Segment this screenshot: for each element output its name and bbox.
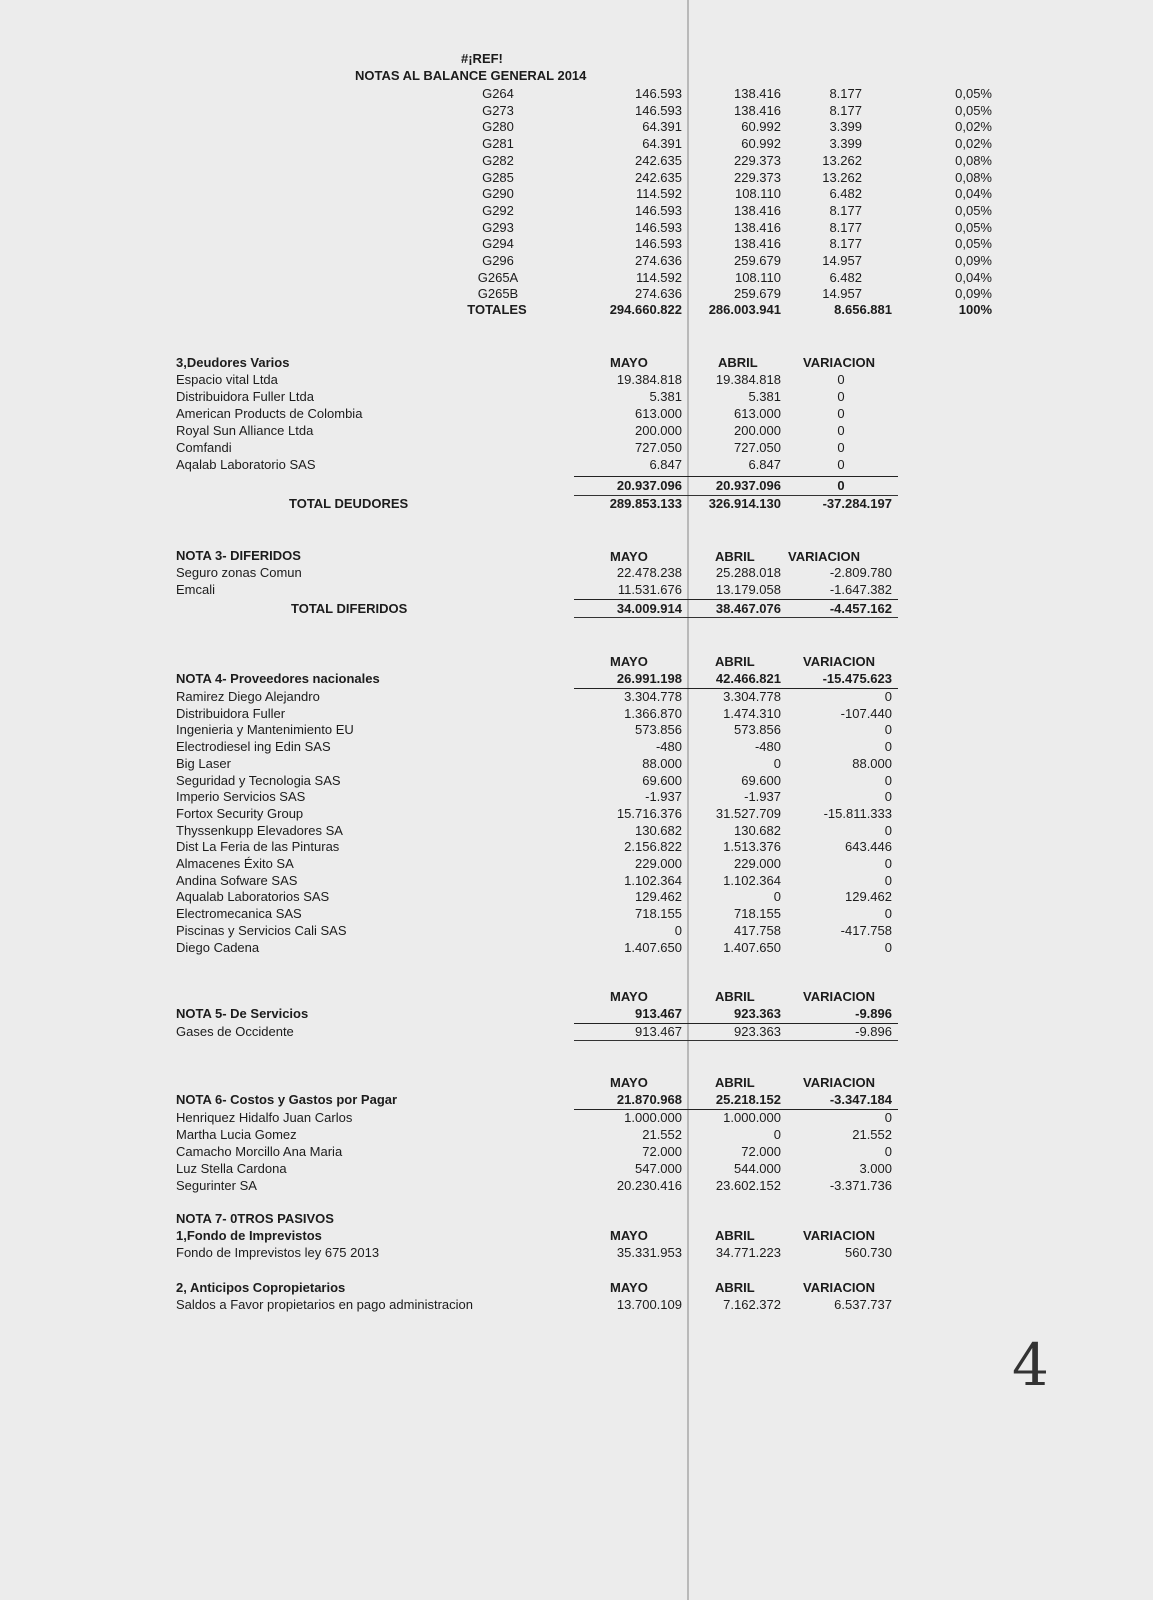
row-abril: 69.600	[741, 772, 781, 788]
g-code: G264	[482, 86, 514, 101]
row-name: Diego Cadena	[176, 939, 260, 955]
row-name: Dist La Feria de las Pinturas	[176, 839, 340, 855]
g-value-b: 138.416	[734, 86, 781, 101]
row-name: Ingenieria y Mantenimiento EU	[176, 722, 354, 738]
row-name: Andina Sofware SAS	[176, 872, 298, 888]
totales-c: 8.656.881	[834, 302, 892, 317]
g-value-b: 138.416	[734, 202, 781, 218]
total-diferidos-mayo: 34.009.914	[616, 601, 682, 616]
row-variacion: -2.809.780	[829, 565, 892, 580]
row-abril: 19.384.818	[715, 372, 781, 387]
row-abril: 1.102.364	[723, 872, 781, 888]
row-mayo: 130.682	[635, 822, 682, 838]
row-variacion: 0	[884, 822, 892, 838]
row-name: Fondo de Imprevistos ley 675 2013	[176, 1245, 380, 1260]
totales-a: 294.660.822	[609, 302, 682, 317]
row-mayo: 35.331.953	[616, 1245, 682, 1260]
row-mayo: 11.531.676	[617, 582, 682, 597]
totales-b: 286.003.941	[708, 302, 781, 317]
row-abril: 72.000	[741, 1143, 781, 1159]
total-deudores-mayo: 289.853.133	[609, 496, 682, 511]
note-total-variacion: -15.475.623	[822, 671, 892, 686]
total-diferidos-variacion: -4.457.162	[829, 601, 892, 616]
g-code: G265A	[477, 269, 519, 285]
g-code: G294	[482, 236, 514, 252]
row-abril: 130.682	[734, 822, 781, 838]
row-variacion: 129.462	[845, 889, 892, 905]
row-abril: -1.937	[744, 789, 781, 805]
col-header-mayo: MAYO	[610, 654, 648, 669]
g-value-d: 0,02%	[955, 119, 992, 135]
row-name: Martha Lucia Gomez	[176, 1126, 297, 1142]
row-variacion: 0	[884, 739, 892, 755]
row-name: Aqualab Laboratorios SAS	[176, 889, 330, 905]
row-variacion: -3.371.736	[829, 1177, 892, 1193]
g-value-a: 64.391	[642, 136, 682, 152]
row-name: Henriquez Hidalfo Juan Carlos	[176, 1110, 353, 1125]
g-value-c: 14.957	[822, 286, 862, 302]
note-total-mayo: 21.870.968	[616, 1092, 682, 1107]
row-name: Thyssenkupp Elevadores SA	[176, 822, 343, 838]
col-header-variacion: VARIACION	[803, 355, 875, 370]
g-value-a: 146.593	[635, 86, 682, 101]
row-name: Espacio vital Ltda	[176, 372, 278, 387]
row-name: Seguro zonas Comun	[176, 565, 302, 580]
row-abril: 1.513.376	[723, 839, 781, 855]
row-name: Seguridad y Tecnologia SAS	[176, 772, 341, 788]
g-value-a: 146.593	[635, 236, 682, 252]
row-variacion: 0	[884, 772, 892, 788]
g-value-d: 0,05%	[955, 219, 992, 235]
col-header-variacion: VARIACION	[803, 989, 875, 1004]
g-value-a: 114.592	[635, 186, 682, 202]
row-variacion: -1.647.382	[829, 582, 892, 597]
row-mayo: 15.716.376	[616, 805, 682, 821]
section-title: NOTA 5- De Servicios	[176, 1006, 309, 1021]
row-name: Gases de Occidente	[176, 1024, 294, 1039]
section-title-otros: NOTA 7- 0TROS PASIVOS	[176, 1211, 334, 1226]
row-name: Ramirez Diego Alejandro	[176, 689, 320, 704]
g-value-c: 6.482	[829, 186, 862, 202]
total-deudores-abril: 326.914.130	[708, 496, 781, 511]
row-mayo: 5.381	[649, 389, 682, 404]
total-diferidos-abril: 38.467.076	[715, 601, 781, 616]
rule-line	[574, 599, 898, 600]
col-header-abril: ABRIL	[715, 1075, 755, 1090]
col-header-variacion: VARIACION	[788, 549, 860, 564]
col-header-mayo: MAYO	[610, 1280, 648, 1295]
g-value-c: 13.262	[822, 169, 862, 185]
g-code: G273	[482, 102, 514, 118]
g-value-b: 60.992	[741, 136, 781, 152]
row-abril: 200.000	[734, 423, 781, 438]
row-name: Emcali	[176, 582, 216, 597]
row-name: Saldos a Favor propietarios en pago administracion	[176, 1297, 474, 1312]
row-name: Big Laser	[176, 755, 231, 771]
subtotal-abril: 20.937.096	[715, 478, 781, 493]
row-name: Piscinas y Servicios Cali SAS	[176, 922, 347, 938]
subtotal-variacion: 0	[837, 478, 845, 493]
handwritten-page-number: 4	[1012, 1331, 1049, 1399]
g-value-a: 146.593	[635, 102, 682, 118]
totales-d: 100%	[958, 302, 992, 317]
row-variacion: 643.446	[845, 839, 892, 855]
rule-line	[574, 476, 898, 477]
g-code: G280	[482, 119, 514, 135]
row-abril: 544.000	[734, 1160, 781, 1176]
g-code: G296	[482, 253, 514, 268]
note-total-abril: 25.218.152	[715, 1092, 781, 1107]
g-code: G292	[482, 202, 514, 218]
row-mayo: 1.000.000	[624, 1110, 682, 1125]
g-code: G281	[482, 136, 514, 152]
row-variacion: -107.440	[840, 705, 892, 721]
row-name: Luz Stella Cardona	[176, 1160, 287, 1176]
col-header-abril: ABRIL	[715, 989, 755, 1004]
row-variacion: 0	[884, 689, 892, 704]
row-mayo: 913.467	[635, 1024, 682, 1039]
row-abril: 13.179.058	[715, 582, 781, 597]
col-header-mayo: MAYO	[610, 355, 648, 370]
row-abril: 5.381	[748, 389, 781, 404]
g-value-d: 0,08%	[955, 169, 992, 185]
row-abril: 31.527.709	[715, 805, 781, 821]
g-value-c: 8.177	[829, 202, 862, 218]
row-mayo: 21.552	[642, 1126, 682, 1142]
row-variacion: 6.537.737	[834, 1297, 892, 1312]
row-mayo: 229.000	[635, 856, 682, 871]
g-value-b: 108.110	[734, 186, 781, 202]
row-mayo: 613.000	[635, 406, 682, 421]
row-mayo: 2.156.822	[624, 839, 682, 855]
row-abril: 1.474.310	[723, 705, 781, 721]
total-diferidos-label: TOTAL DIFERIDOS	[291, 601, 408, 616]
section-title-deudores: 3,Deudores Varios	[176, 355, 290, 370]
g-value-d: 0,04%	[955, 186, 992, 202]
g-value-a: 146.593	[635, 202, 682, 218]
col-header-mayo: MAYO	[610, 1228, 648, 1243]
row-mayo: -480	[655, 739, 682, 755]
row-name: Comfandi	[176, 440, 232, 455]
page-title: NOTAS AL BALANCE GENERAL 2014	[355, 68, 587, 83]
row-variacion: 0	[837, 389, 845, 404]
g-value-c: 8.177	[829, 236, 862, 252]
row-abril: 3.304.778	[723, 689, 781, 704]
g-value-c: 3.399	[829, 136, 862, 152]
row-name: Electromecanica SAS	[176, 906, 302, 922]
row-name: Royal Sun Alliance Ltda	[176, 423, 314, 438]
g-code: G282	[482, 152, 514, 168]
row-variacion: -9.896	[855, 1024, 892, 1039]
subsection-title-fondo: 1,Fondo de Imprevistos	[176, 1228, 322, 1243]
col-header-variacion: VARIACION	[803, 1075, 875, 1090]
row-abril: 7.162.372	[723, 1297, 781, 1312]
row-mayo: 20.230.416	[616, 1177, 682, 1193]
section-title: NOTA 6- Costos y Gastos por Pagar	[176, 1092, 398, 1107]
row-variacion: 0	[884, 1143, 892, 1159]
col-header-variacion: VARIACION	[803, 1228, 875, 1243]
col-header-mayo: MAYO	[610, 1075, 648, 1090]
row-variacion: 3.000	[859, 1160, 892, 1176]
note-total-mayo: 26.991.198	[616, 671, 682, 686]
row-abril: 0	[773, 889, 781, 905]
row-abril: -480	[754, 739, 781, 755]
row-variacion: 0	[837, 372, 845, 387]
note-total-mayo: 913.467	[635, 1006, 682, 1021]
row-variacion: 0	[837, 423, 845, 438]
row-name: Distribuidora Fuller Ltda	[176, 389, 315, 404]
row-mayo: 69.600	[642, 772, 682, 788]
row-name: Segurinter SA	[176, 1177, 257, 1193]
g-value-b: 259.679	[734, 253, 781, 268]
row-variacion: 21.552	[852, 1126, 892, 1142]
g-value-a: 242.635	[635, 152, 682, 168]
row-name: Distribuidora Fuller	[176, 705, 286, 721]
row-mayo: 22.478.238	[616, 565, 682, 580]
col-header-abril: ABRIL	[715, 654, 755, 669]
row-abril: 613.000	[734, 406, 781, 421]
row-abril: 229.000	[734, 856, 781, 871]
col-header-abril: ABRIL	[715, 1228, 755, 1243]
row-mayo: 72.000	[642, 1143, 682, 1159]
row-abril: 417.758	[734, 922, 781, 938]
row-name: American Products de Colombia	[176, 406, 363, 421]
g-value-d: 0,09%	[955, 286, 992, 302]
g-value-b: 229.373	[734, 169, 781, 185]
row-name: Almacenes Éxito SA	[176, 856, 294, 871]
row-variacion: 560.730	[845, 1245, 892, 1260]
row-variacion: -417.758	[840, 922, 892, 938]
g-value-d: 0,08%	[955, 152, 992, 168]
row-variacion: 0	[884, 856, 892, 871]
row-variacion: 0	[884, 939, 892, 955]
row-abril: 1.000.000	[723, 1110, 781, 1125]
row-variacion: 0	[884, 1110, 892, 1125]
row-abril: 34.771.223	[715, 1245, 781, 1260]
row-name: Electrodiesel ing Edin SAS	[176, 739, 331, 755]
subsection-title-anticipos: 2, Anticipos Copropietarios	[176, 1280, 346, 1295]
total-deudores-label: TOTAL DEUDORES	[289, 496, 409, 511]
row-mayo: 1.407.650	[624, 939, 682, 955]
row-mayo: 19.384.818	[616, 372, 682, 387]
row-abril: 6.847	[748, 457, 781, 472]
rule-line	[574, 1040, 898, 1041]
row-variacion: 88.000	[852, 755, 892, 771]
row-abril: 923.363	[734, 1024, 781, 1039]
row-variacion: 0	[837, 406, 845, 421]
g-value-a: 274.636	[635, 253, 682, 268]
row-name: Fortox Security Group	[176, 805, 304, 821]
g-code: G265B	[477, 286, 519, 302]
row-mayo: 547.000	[635, 1160, 682, 1176]
col-header-variacion: VARIACION	[803, 1280, 875, 1295]
row-variacion: 0	[837, 457, 845, 472]
g-value-c: 14.957	[822, 253, 862, 268]
g-value-d: 0,09%	[955, 253, 992, 268]
section-title-diferidos: NOTA 3- DIFERIDOS	[176, 548, 301, 563]
row-abril: 718.155	[734, 906, 781, 922]
g-value-c: 6.482	[829, 269, 862, 285]
row-mayo: 1.366.870	[624, 705, 682, 721]
g-value-d: 0,05%	[955, 236, 992, 252]
row-variacion: 0	[837, 440, 845, 455]
g-value-d: 0,02%	[955, 136, 992, 152]
g-value-b: 138.416	[734, 219, 781, 235]
g-value-d: 0,05%	[955, 202, 992, 218]
row-variacion: 0	[884, 906, 892, 922]
row-mayo: 200.000	[635, 423, 682, 438]
g-value-b: 60.992	[741, 119, 781, 135]
g-value-b: 259.679	[734, 286, 781, 302]
row-mayo: 3.304.778	[624, 689, 682, 704]
section-title: NOTA 4- Proveedores nacionales	[176, 671, 380, 686]
row-abril: 0	[773, 1126, 781, 1142]
rule-line	[574, 617, 898, 618]
row-mayo: 718.155	[635, 906, 682, 922]
g-value-b: 138.416	[734, 236, 781, 252]
g-value-a: 146.593	[635, 219, 682, 235]
row-variacion: 0	[884, 789, 892, 805]
row-mayo: 573.856	[635, 722, 682, 738]
totales-label: TOTALES	[467, 302, 527, 317]
row-variacion: 0	[884, 872, 892, 888]
row-abril: 0	[773, 755, 781, 771]
g-code: G293	[482, 219, 514, 235]
g-value-c: 8.177	[829, 86, 862, 101]
col-header-abril: ABRIL	[715, 1280, 755, 1295]
subtotal-mayo: 20.937.096	[616, 478, 682, 493]
g-value-a: 64.391	[642, 119, 682, 135]
row-abril: 23.602.152	[715, 1177, 781, 1193]
g-value-d: 0,04%	[955, 269, 992, 285]
row-variacion: -15.811.333	[823, 805, 892, 821]
row-name: Imperio Servicios SAS	[176, 789, 306, 805]
row-abril: 727.050	[734, 440, 781, 455]
g-value-c: 13.262	[822, 152, 862, 168]
col-header-mayo: MAYO	[610, 549, 648, 564]
col-header-variacion: VARIACION	[803, 654, 875, 669]
row-abril: 573.856	[734, 722, 781, 738]
g-value-c: 8.177	[829, 102, 862, 118]
row-variacion: 0	[884, 722, 892, 738]
row-name: Aqalab Laboratorio SAS	[176, 457, 316, 472]
row-mayo: 727.050	[635, 440, 682, 455]
row-name: Camacho Morcillo Ana Maria	[176, 1143, 343, 1159]
header-ref: #¡REF!	[461, 51, 503, 66]
g-code: G285	[482, 169, 514, 185]
g-value-b: 229.373	[734, 152, 781, 168]
row-abril: 25.288.018	[715, 565, 781, 580]
row-mayo: -1.937	[645, 789, 682, 805]
g-value-a: 242.635	[635, 169, 682, 185]
g-value-d: 0,05%	[955, 102, 992, 118]
note-total-abril: 923.363	[734, 1006, 781, 1021]
row-abril: 1.407.650	[723, 939, 781, 955]
row-mayo: 129.462	[635, 889, 682, 905]
col-header-abril: ABRIL	[715, 549, 755, 564]
g-code: G290	[482, 186, 514, 202]
g-value-b: 138.416	[734, 102, 781, 118]
g-value-b: 108.110	[734, 269, 781, 285]
g-value-c: 3.399	[829, 119, 862, 135]
note-total-variacion: -3.347.184	[829, 1092, 892, 1107]
row-mayo: 1.102.364	[624, 872, 682, 888]
row-mayo: 6.847	[649, 457, 682, 472]
g-value-a: 274.636	[635, 286, 682, 302]
col-header-abril: ABRIL	[718, 355, 758, 370]
g-value-c: 8.177	[829, 219, 862, 235]
total-deudores-variacion: -37.284.197	[822, 496, 892, 511]
note-total-variacion: -9.896	[855, 1006, 892, 1021]
col-header-mayo: MAYO	[610, 989, 648, 1004]
g-value-a: 114.592	[635, 269, 682, 285]
row-mayo: 0	[674, 922, 682, 938]
g-value-d: 0,05%	[955, 86, 992, 101]
row-mayo: 13.700.109	[616, 1297, 682, 1312]
note-total-abril: 42.466.821	[715, 671, 781, 686]
row-mayo: 88.000	[642, 755, 682, 771]
